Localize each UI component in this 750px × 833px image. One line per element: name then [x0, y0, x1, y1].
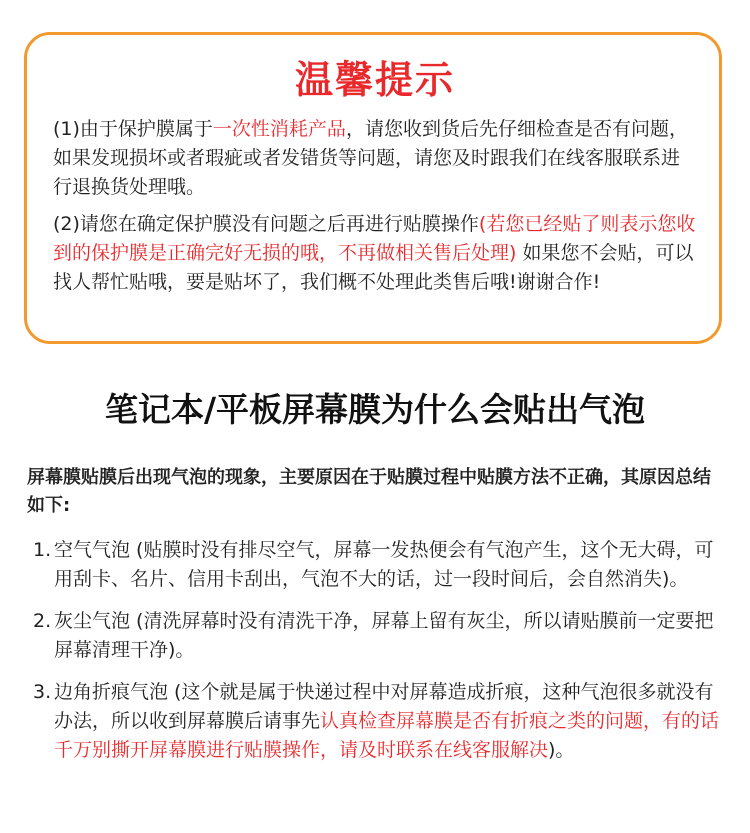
notice-p1-highlight: 一次性消耗产品	[212, 118, 346, 140]
notice-box	[24, 32, 722, 344]
notice-p2-prefix: (2)请您在确定保护膜没有问题之后再进行贴膜操作	[53, 213, 479, 235]
notice-p2-suffix: 如果您不会贴，可以找人帮忙贴哦，要是贴坏了，我们概不处理此类售后哦!谢谢合作!	[53, 242, 694, 293]
notice-paragraph-2	[53, 210, 697, 297]
item-text-highlight: 认真检查屏幕膜是否有折痕之类的问题，有的话千万别撕开屏幕膜进行贴膜操作，请及时联系在线客服解决	[54, 710, 720, 761]
notice-p1-prefix: (1)由于保护膜属于	[53, 118, 213, 140]
list-item	[33, 607, 721, 665]
notice-p2-highlight: (若您已经贴了则表示您收到的保护膜是正确完好无损的哦，不再做相关售后处理)	[53, 213, 696, 264]
item-text-prefix: 边角折痕气泡 (这个就是属于快递过程中对屏幕造成折痕，这种气泡很多就没有办法，所以收到屏幕膜后请事先	[54, 681, 714, 732]
item-text: 灰尘气泡 (清洗屏幕时没有清洗干净，屏幕上留有灰尘，所以请贴膜前一定要把屏幕清理干净)。	[54, 610, 714, 661]
item-text: 空气气泡 (贴膜时没有排尽空气，屏幕一发热便会有气泡产生，这个无大碍，可用刮卡、名片、信用卡刮出，气泡不大的话，过一段时间后，会自然消失)。	[54, 539, 714, 590]
notice-title: 温馨提示	[294, 58, 455, 102]
notice-paragraph-1	[53, 115, 697, 202]
notice-p1-suffix: ，请您收到货后先仔细检查是否有问题，如果发现损坏或者瑕疵或者发错货等问题，请您及时跟我们在线客服联系进行退换货处理哦。	[53, 118, 688, 198]
item-number: 1.	[33, 539, 52, 561]
section-intro: 屏幕膜贴膜后出现气泡的现象，主要原因在于贴膜过程中贴膜方法不正确，其原因总结如下:	[27, 467, 711, 516]
item-number: 2.	[33, 610, 52, 632]
list-item	[33, 536, 721, 594]
reasons-list	[33, 536, 721, 778]
section-heading: 笔记本/平板屏幕膜为什么会贴出气泡	[104, 390, 646, 429]
item-number: 3.	[33, 681, 52, 703]
list-item	[33, 678, 721, 765]
item-text-suffix: )。	[548, 739, 575, 761]
